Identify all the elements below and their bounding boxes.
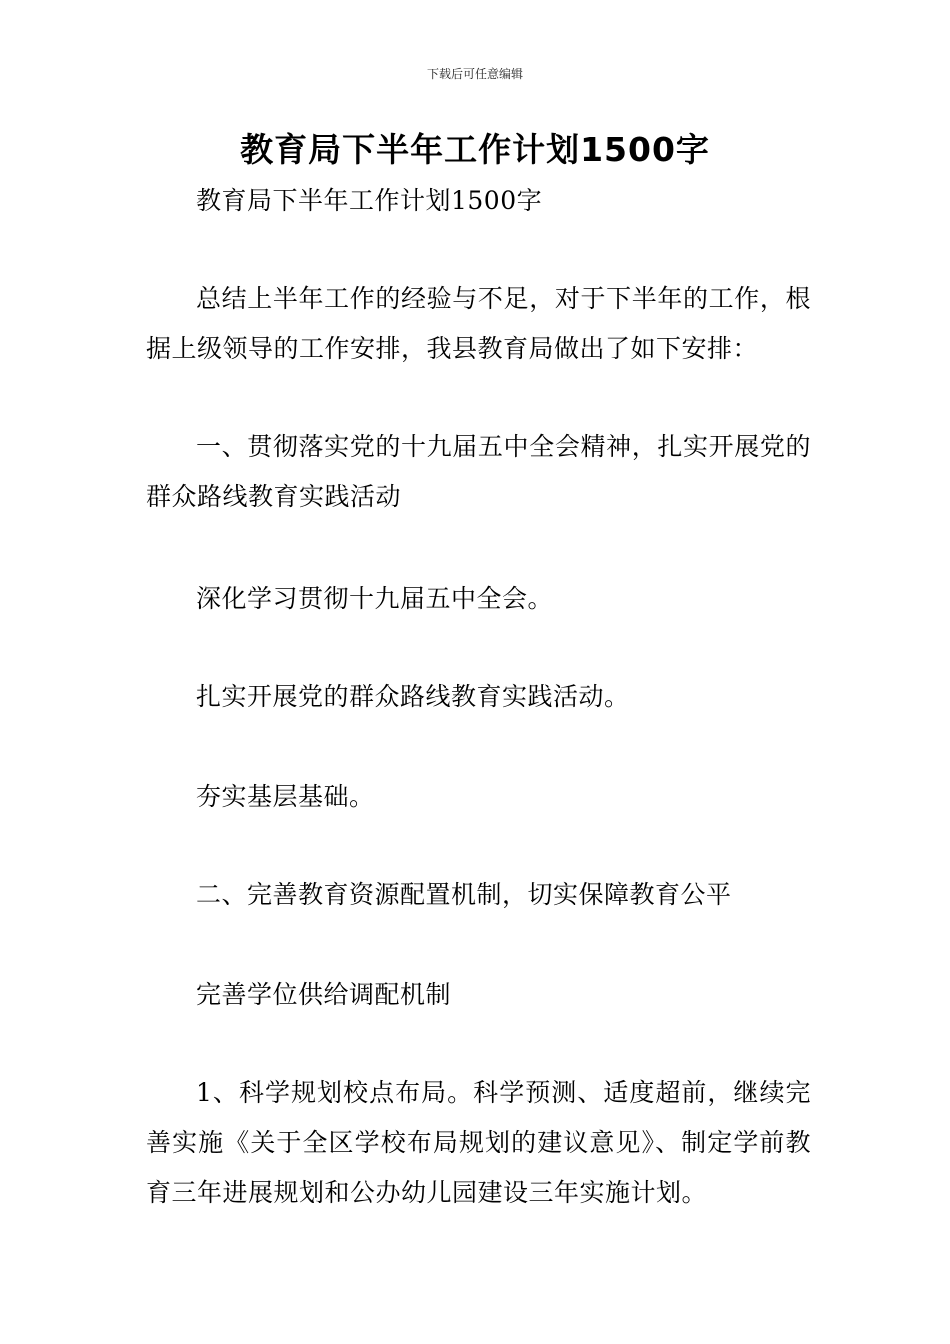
section-1-heading: 一、贯彻落实党的十九届五中全会精神，扎实开展党的群众路线教育实践活动 bbox=[146, 432, 811, 511]
section-2-heading: 二、完善教育资源配置机制，切实保障教育公平 bbox=[196, 880, 732, 909]
subtitle-paragraph: 教育局下半年工作计划1500字 bbox=[196, 186, 543, 215]
section-1-point-1: 深化学习贯彻十九届五中全会。 bbox=[196, 584, 554, 613]
document-title: 教育局下半年工作计划1500字 bbox=[240, 130, 710, 169]
intro-paragraph: 总结上半年工作的经验与不足，对于下半年的工作，根据上级领导的工作安排，我县教育局做出了如下安排： bbox=[146, 284, 811, 363]
section-2-item-1: 1、科学规划校点布局。科学预测、适度超前，继续完善实施《关于全区学校布局规划的建议意见》、制定学前教育三年进展规划和公办幼儿园建设三年实施计划。 bbox=[146, 1078, 811, 1207]
section-1-point-3: 夯实基层基础。 bbox=[196, 782, 375, 811]
section-1-point-2: 扎实开展党的群众路线教育实践活动。 bbox=[196, 682, 630, 711]
header-note: 下载后可任意编辑 bbox=[426, 67, 523, 81]
section-2-subheading: 完善学位供给调配机制 bbox=[196, 980, 452, 1009]
